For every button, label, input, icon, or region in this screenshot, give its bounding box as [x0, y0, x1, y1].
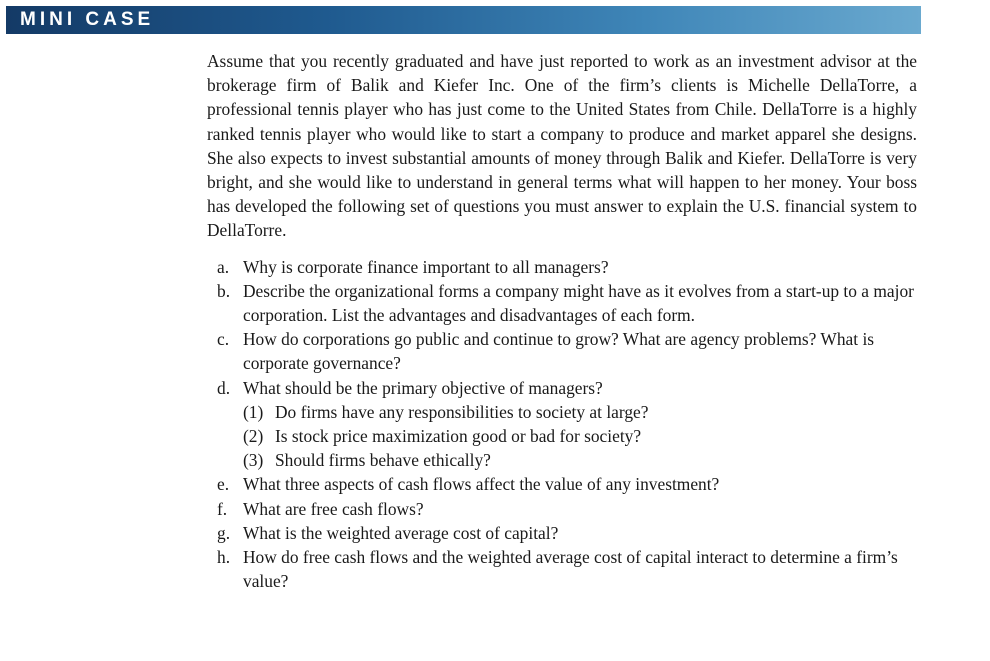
subquestion-marker: (2): [243, 426, 264, 447]
question-marker: a.: [217, 256, 230, 277]
question-item: [217, 279, 917, 327]
case-intro-paragraph: Assume that you recently graduated and have just reported to work as an investment advisor at the brokerage firm of Balik and Kiefer Inc. One of the firm’s clients is Michelle DellaTorre, a professional tennis player who has just come to the United States from Chile. DellaTorre is a highly ranked tennis player who would like to start a company to produce and market apparel she designs. She also expects to invest substantial amounts of money through Balik and Kiefer. DellaTorre is very bright, and she would like to understand in general terms what will happen to her money. Your boss has developed the following set of questions you must answer to explain the U.S. financial system to DellaTorre.: [207, 51, 917, 241]
question-text: How do corporations go public and continue to grow? What are agency problems? What is corporate governance?: [243, 329, 875, 374]
question-item: [217, 545, 917, 593]
question-text: What is the weighted average cost of capital?: [243, 522, 559, 543]
banner-title: MINI CASE: [20, 9, 155, 30]
subquestion-list: [243, 400, 917, 473]
question-item: [217, 497, 917, 521]
question-marker: e.: [217, 474, 230, 495]
subquestion-text: Should firms behave ethically?: [275, 450, 491, 471]
question-marker: b.: [217, 280, 231, 301]
subquestion-marker: (3): [243, 450, 264, 471]
subquestion-item: [243, 400, 917, 424]
question-marker: g.: [217, 522, 231, 543]
question-marker: f.: [217, 498, 228, 519]
subquestion-text: Do firms have any responsibilities to society at large?: [275, 401, 649, 422]
subquestion-item: [243, 424, 917, 448]
subquestion-item: [243, 448, 917, 472]
question-text: What three aspects of cash flows affect the value of any investment?: [243, 474, 720, 495]
question-text: What are free cash flows?: [243, 498, 424, 519]
question-text: What should be the primary objective of managers?: [243, 377, 603, 398]
question-list: [207, 255, 917, 594]
question-item: [217, 327, 917, 375]
question-text: Describe the organizational forms a company might have as it evolves from a start-up to a major corporation. List the advantages and disadvantages of each form.: [243, 280, 914, 326]
question-marker: c.: [217, 329, 230, 350]
question-marker: h.: [217, 547, 231, 568]
question-text: How do free cash flows and the weighted average cost of capital interact to determine a firm’s value?: [243, 547, 898, 592]
mini-case-banner: [6, 6, 921, 34]
question-marker: d.: [217, 377, 231, 398]
question-item: [217, 376, 917, 473]
subquestion-text: Is stock price maximization good or bad for society?: [275, 426, 642, 447]
question-item: [217, 255, 917, 279]
subquestion-marker: (1): [243, 401, 264, 422]
question-item: [217, 521, 917, 545]
case-content: [207, 49, 917, 593]
question-text: Why is corporate finance important to all managers?: [243, 256, 609, 277]
question-item: [217, 472, 917, 496]
